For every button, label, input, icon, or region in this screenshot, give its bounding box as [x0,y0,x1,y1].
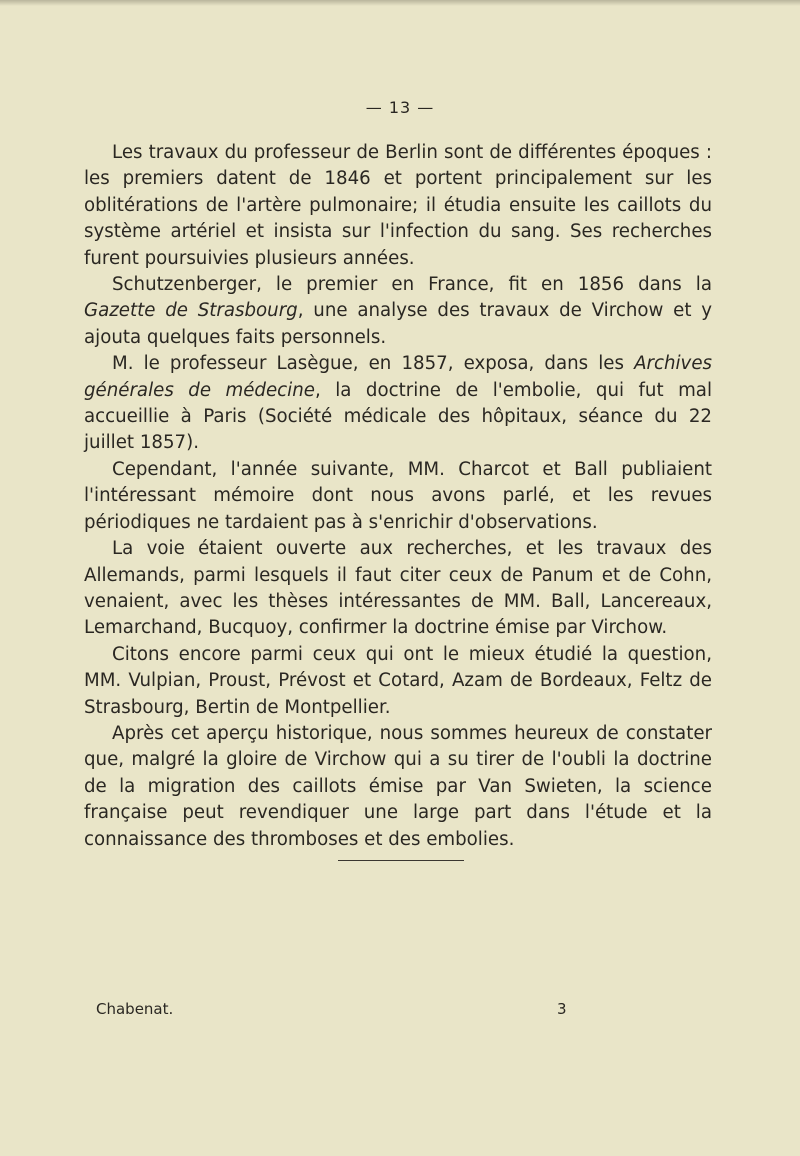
paragraph-2-end: , une analyse des travaux de Virchow et y ajouta quelques faits personnels. [84,300,712,348]
paragraph-3 [84,351,712,457]
paragraph-5: La voie étaient ouverte aux recherches, et les travaux des Allemands, parmi lesquels il faut citer ceux de Panum et de Cohn, venaient, avec les thèses intéressantes de MM. Ball, Lancereaux, Lemarchand, Bucquoy, confirmer la doctrine émise par Virchow. [84,538,712,639]
journal-title: Archives générales de médecine [84,353,712,401]
paragraph-7: Après cet aperçu historique, nous sommes heureux de constater que, malgré la gloire de Virchow qui a su tirer de l'oubli la doctrine de la migration des caillots émise par Van Swieten, la science française peut revendiquer une large part dans l'étude et la connaissance des thromboses et des embolies. [84,722,712,850]
paragraph-6: Citons encore parmi ceux qui ont le mieux étudié la question, MM. Vulpian, Proust, Prévost et Cotard, Azam de Bordeaux, Feltz de Strasbourg, Bertin de Montpellier. [84,643,712,718]
paragraph-1: Les travaux du professeur de Berlin sont de différentes époques : les premiers datent de 1846 et portent principalement sur les oblitérations de l'artère pulmonaire; il étudia ensuite les caillots du système artériel et insista sur l'infection du sang. Ses recherches furent poursuivies plusieurs années. [84,142,712,269]
paragraph-2-start: Schutzenberger, le premier en France, fit en 1856 dans la [112,274,712,296]
page-number: — 13 — [365,98,435,117]
body-text [84,140,712,853]
paragraph-3-end: , la doctrine de l'embolie, qui fut mal accueillie à Paris (Société médicale des hôpitaux, séance du 22 juillet 1857). [84,379,712,454]
scan-edge [0,0,800,6]
footer-author: Chabenat. [96,1000,174,1018]
paragraph-4: Cependant, l'année suivante, MM. Charcot et Ball publiaient l'intéressant mémoire dont nous avons parlé, et les revues périodiques ne tardaient pas à s'enrichir d'observations. [84,458,712,533]
journal-title: Gazette de Strasbourg [84,300,298,322]
paragraph-2 [84,272,712,351]
footer-sheet-number: 3 [557,1000,567,1018]
section-divider [338,860,464,861]
paragraph-3-start: M. le professeur Lasègue, en 1857, exposa, dans les [112,353,635,375]
